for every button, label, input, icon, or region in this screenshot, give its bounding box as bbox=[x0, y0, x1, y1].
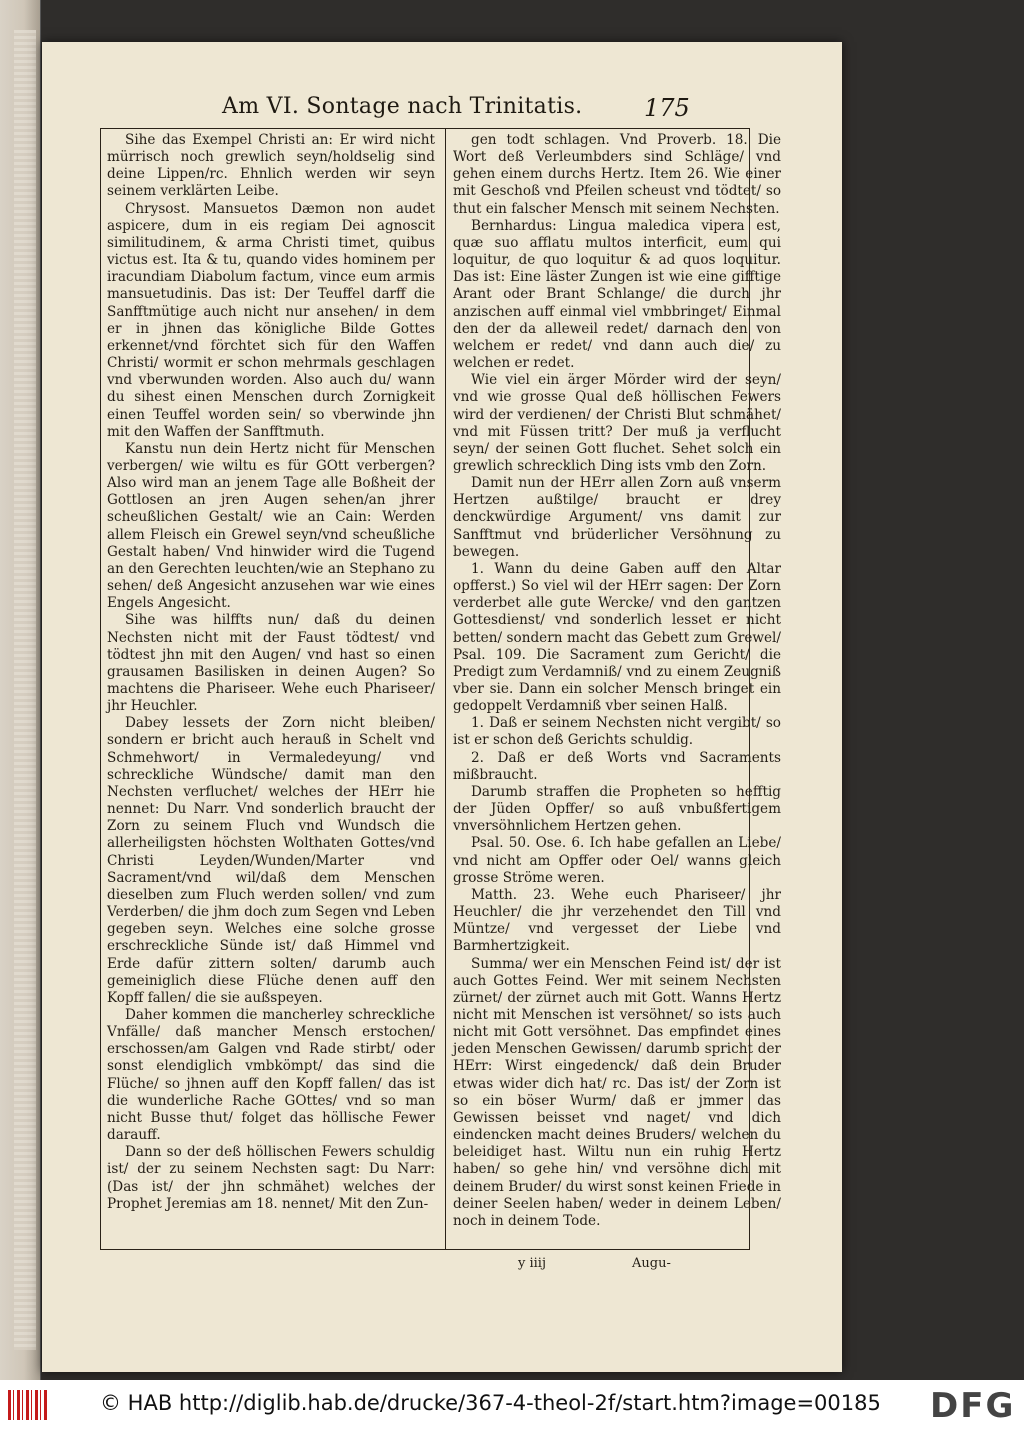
paragraph: 1. Daß er seinem Nechsten nicht vergibt/ so ist er schon deß Gerichts schuldig. bbox=[453, 715, 781, 749]
previous-page-strip bbox=[14, 30, 36, 1350]
running-head: Am VI. Sontage nach Trinitatis. bbox=[222, 94, 583, 119]
paragraph: gen todt schlagen. Vnd Proverb. 18. Die Wort deß Verleumbders sind Schläge/ vnd gehen einem durchs Hertz. Item 26. Wie einer mit Geschoß vnd Pfeilen scheust vnd tödtet/ so thut ein falscher Mensch mit seinem Nechsten. bbox=[453, 132, 781, 217]
paragraph: Psal. 50. Ose. 6. Ich habe gefallen an Liebe/ vnd nicht am Opffer oder Oel/ wanns gleich grosse Ströme weren. bbox=[453, 835, 781, 886]
paragraph: Dabey lessets der Zorn nicht bleiben/ sondern er bricht auch herauß in Schelt vnd Schmehwort/ in Vermaledeyung/ vnd schreckliche Wündsche/ damit man den Nechsten verfluchet/ welches der HErr hie nennet: Du Narr. Vnd sonderlich braucht der Zorn zu seinem Fluch vnd Wundsch die allerheiligsten höchsten Wolthaten Gottes/vnd Christi Leyden/Wunden/Marter vnd Sacrament/vnd wil/daß dem Menschen dieselben zum Fluch werden sollen/ vnd zum Verderben/ die jhm doch zum Segen vnd Leben gegeben seyn. Welches eine solche grosse erschreckliche Sünde ist/ daß Himmel vnd Erde dafür zittern solten/ darumb auch gemeiniglich diese Flüche denen auff den Kopff fallen/ die sie außspeyen. bbox=[107, 715, 435, 1006]
hab-barcode-icon bbox=[8, 1390, 48, 1420]
text-frame bbox=[100, 128, 781, 1250]
paragraph: Darumb straffen die Propheten so hefftig der Jüden Opffer/ so auß vnbußfertigem vnversöhnlichem Hertzen gehen. bbox=[453, 783, 781, 835]
paragraph: Matth. 23. Wehe euch Phariseer/ jhr Heuchler/ die jhr verzehendet den Till vnd Müntze/ vnd vergesset der Liebe vnd Barmhertzigkeit. bbox=[453, 886, 781, 955]
paragraph: Damit nun der HErr allen Zorn auß vnserm Hertzen außtilge/ braucht er drey denckwürdige Argument/ vns damit zur Sanfftmut vnd brüderlicher Versöhnung zu bewegen. bbox=[453, 475, 781, 560]
paragraph: 2. Daß er deß Worts vnd Sacraments mißbraucht. bbox=[453, 749, 781, 783]
paragraph: Bernhardus: Lingua maledica vipera est, quæ suo afflatu multos interficit, eum qui loquitur, de quo loquitur & ad quos loquitur. Das ist: Eine läster Zungen ist wie eine gifftige Arant oder Brant Schlange/ die durch jhr anzischen auff einmal viel vmbbringet/ Einmal den der da alleweil redet/ darnach den von welchem er redet/ vnd dann auch die/ zu welchen er redet. bbox=[453, 217, 781, 372]
right-column bbox=[453, 132, 781, 1230]
previous-page-edge bbox=[0, 0, 41, 1380]
dfg-logo: DFG bbox=[930, 1386, 1016, 1426]
paragraph: Wie viel ein ärger Mörder wird der seyn/ vnd wie grosse Qual deß höllischen Fewers wird der verdienen/ der Christi Blut schmähet/ vnd mit Füssen tritt? Der muß ja verflucht seyn/ der seinen Gott fluchet. Sehet solch ein grewlich schrecklich Ding ists vmb den Zorn. bbox=[453, 372, 781, 474]
paragraph: Summa/ wer ein Menschen Feind ist/ der ist auch Gottes Feind. Wer mit seinem Nechsten zürnet/ der zürnet auch mit Gott. Wanns Hertz nicht mit Menschen ist versöhnet/ so ists auch nicht mit Gott versöhnet. Das empfindet eines jeden Menschen Gewissen/ darumb spricht der HErr: Wirst eingedenck/ daß dein Bruder etwas wider dich hat/ rc. Das ist/ der Zorn ist so ein böser Wurm/ daß er jmmer das Gewissen beisset vnd naget/ vnd dich eindencken macht deines Bruders/ welchen du beleidiget hast. Wiltu nun ein ruhig Hertz haben/ so gehe hin/ vnd versöhne dich mit deinem Bruder/ du wirst sonst keinen Friede in deiner Seelen haben/ weder in deinem Leben/ noch in deinem Tode. bbox=[453, 955, 781, 1229]
column-divider bbox=[445, 129, 446, 1249]
catchword: Augu- bbox=[632, 1256, 671, 1271]
paragraph: Kanstu nun dein Hertz nicht für Menschen verbergen/ wie wiltu es für GOtt verbergen? Also wird man an jenem Tage alle Boßheit der Gottlosen an jren Augen sehen/an jhrer scheußlichen Gestalt/ wie an Cain: Werden allem Fleisch ein Grewel seyn/vnd scheußliche Gestalt haben/ Vnd hinwider wird die Tugend an den Gerechten leuchten/wie an Stephano zu sehen/ deß Angesicht anzusehen war wie eines Engels Angesicht. bbox=[107, 440, 435, 612]
book-page bbox=[42, 42, 842, 1372]
page-number: 175 bbox=[644, 94, 690, 122]
source-credit[interactable]: © HAB http://diglib.hab.de/drucke/367-4-theol-2f/start.htm?image=00185 bbox=[100, 1391, 881, 1415]
paragraph: Sihe was hilffts nun/ daß du deinen Nechsten nicht mit der Faust tödtest/ vnd tödtest jhn mit den Augen/ vnd hast so einen grausamen Basilisken in deinen Augen? So machtens die Phariseer. Wehe euch Phariseer/ jhr Heuchler. bbox=[107, 612, 435, 715]
paragraph: Sihe das Exempel Christi an: Er wird nicht mürrisch noch grewlich seyn/holdselig sind deine Lippen/rc. Ehnlich werden wir seyn seinem verklärten Leibe. bbox=[107, 132, 435, 200]
footer-bar bbox=[0, 1380, 1024, 1429]
paragraph: 1. Wann du deine Gaben auff den Altar opfferst.) So viel wil der HErr sagen: Der Zorn verderbet alle gute Wercke/ vnd den gantzen Gottesdienst/ vnd sonderlich lesset er nicht betten/ sondern macht das Gebett zum Grewel/ Psal. 109. Die Sacrament zum Gericht/ die Predigt zum Verdamniß/ vnd zu einem Zeugniß vber sie. Dann ein solcher Mensch bringet ein gedoppelt Verdamniß vber seinen Halß. bbox=[453, 560, 781, 715]
paragraph: Chrysost. Mansuetos Dæmon non audet aspicere, dum in eis regiam Dei agnoscit similitudinem, & arma Christi timet, quibus victus est. Ita & tu, quando vides hominem per iracundiam Diabolum factum, vince eum armis mansuetudinis. Das ist: Der Teuffel darff die Sanfftmütige auch nicht nur ansehen/ in dem er in jhnen das königliche Bilde Gottes erkennet/vnd förchtet sich für den Waffen Christi/ wormit er schon mehrmals geschlagen vnd vberwunden worden. Also auch du/ wann du sihest einen Menschen durch Zornigkeit einen Teuffel worden sein/ so vberwinde jhn mit den Waffen der Sanfftmuth. bbox=[107, 200, 435, 440]
paragraph: Daher kommen die mancherley schreckliche Vnfälle/ daß mancher Mensch erstochen/ erschossen/am Galgen vnd Rade stirbt/ oder sonst elendiglich vmbkömpt/ das sind die Flüche/ so jhnen auff den Kopff fallen/ das ist die wunderliche Rache GOttes/ vnd so man nicht Busse thut/ folget das höllische Fewer darauff. bbox=[107, 1006, 435, 1144]
signature-mark: y iiij bbox=[518, 1256, 546, 1271]
left-column bbox=[107, 132, 435, 1213]
paragraph: Dann so der deß höllischen Fewers schuldig ist/ der zu seinem Nechsten sagt: Du Narr: (Das ist/ der jhn schmähet) welches der Prophet Jeremias am 18. nennet/ Mit den Zun- bbox=[107, 1144, 435, 1212]
